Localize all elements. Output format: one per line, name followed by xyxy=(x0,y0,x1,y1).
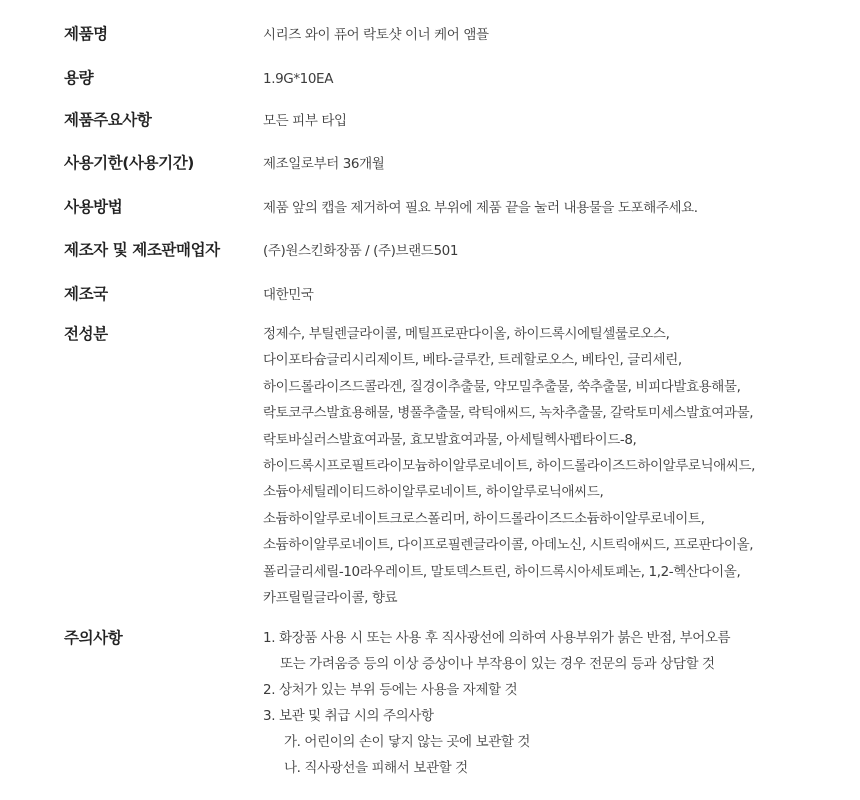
row-value: 모든 피부 타입 xyxy=(263,113,347,129)
row-value: 제조일로부터 36개월 xyxy=(263,156,385,172)
ingredients-line: 다이포타슘글리시리제이트, 베타-글루칸, 트레할로오스, 베타인, 글리세린, xyxy=(263,352,682,369)
cautions-list xyxy=(263,625,823,781)
row-label: 용량 xyxy=(64,69,94,87)
ingredients-line: 카프릴릴글라이콜, 향료 xyxy=(263,589,398,606)
row-label: 제품명 xyxy=(64,25,108,43)
ingredients-list xyxy=(263,321,823,611)
row-label: 사용방법 xyxy=(64,198,123,216)
ingredients-line: 하이드롤라이즈드콜라겐, 질경이추출물, 약모밀추출물, 쑥추출물, 비피다발효용해물, xyxy=(263,378,741,395)
row-label: 전성분 xyxy=(64,325,108,343)
caution-item: 2. 상처가 있는 부위 등에는 사용을 자제할 것 xyxy=(263,682,518,698)
row-label: 제조자 및 제조판매업자 xyxy=(64,241,220,259)
caution-item-continued: 또는 가려움증 등의 이상 증상이나 부작용이 있는 경우 전문의 등과 상담할 것 xyxy=(280,656,715,672)
row-label: 제품주요사항 xyxy=(64,111,152,129)
ingredients-line: 락토코쿠스발효용해물, 병풀추출물, 락틱애씨드, 녹차추출물, 갈락토미세스발효여과물, xyxy=(263,405,754,422)
ingredients-line: 정제수, 부틸렌글라이콜, 메틸프로판다이올, 하이드록시에틸셀룰로오스, xyxy=(263,326,670,342)
ingredients-line: 하이드록시프로필트라이모늄하이알루로네이트, 하이드롤라이즈드하이알루로닉애씨드, xyxy=(263,457,756,474)
caution-subitem: 가. 어린이의 손이 닿지 않는 곳에 보관할 것 xyxy=(284,734,531,750)
row-value: (주)원스킨화장품 / (주)브랜드501 xyxy=(263,243,459,259)
row-label: 주의사항 xyxy=(64,629,123,647)
caution-item: 1. 화장품 사용 시 또는 사용 후 직사광선에 의하여 사용부위가 붉은 반점, 부어오름 xyxy=(263,630,731,646)
caution-subitem: 나. 직사광선을 피해서 보관할 것 xyxy=(284,760,468,776)
row-label: 제조국 xyxy=(64,285,108,303)
ingredients-line: 소듐아세틸레이티드하이알루로네이트, 하이알루로닉애씨드, xyxy=(263,484,604,501)
caution-item: 3. 보관 및 취급 시의 주의사항 xyxy=(263,708,434,724)
ingredients-line: 락토바실러스발효여과물, 효모발효여과물, 아세틸헥사펩타이드-8, xyxy=(263,431,637,448)
ingredients-line: 소듐하이알루로네이트크로스폴리머, 하이드롤라이즈드소듐하이알루로네이트, xyxy=(263,510,705,527)
row-label: 사용기한(사용기간) xyxy=(64,154,194,172)
row-value: 제품 앞의 캡을 제거하여 필요 부위에 제품 끝을 눌러 내용물을 도포해주세요. xyxy=(263,200,698,216)
row-value: 시리즈 와이 퓨어 락토샷 이너 케어 앰플 xyxy=(263,27,489,43)
row-value: 대한민국 xyxy=(263,287,314,303)
ingredients-line: 소듐하이알루로네이트, 다이프로필렌글라이콜, 아데노신, 시트릭애씨드, 프로판다이올, xyxy=(263,537,754,554)
row-value: 1.9G*10EA xyxy=(263,71,334,87)
ingredients-line: 폴리글리세릴-10라우레이트, 말토덱스트린, 하이드록시아세토페논, 1,2-헥산다이올, xyxy=(263,563,741,580)
